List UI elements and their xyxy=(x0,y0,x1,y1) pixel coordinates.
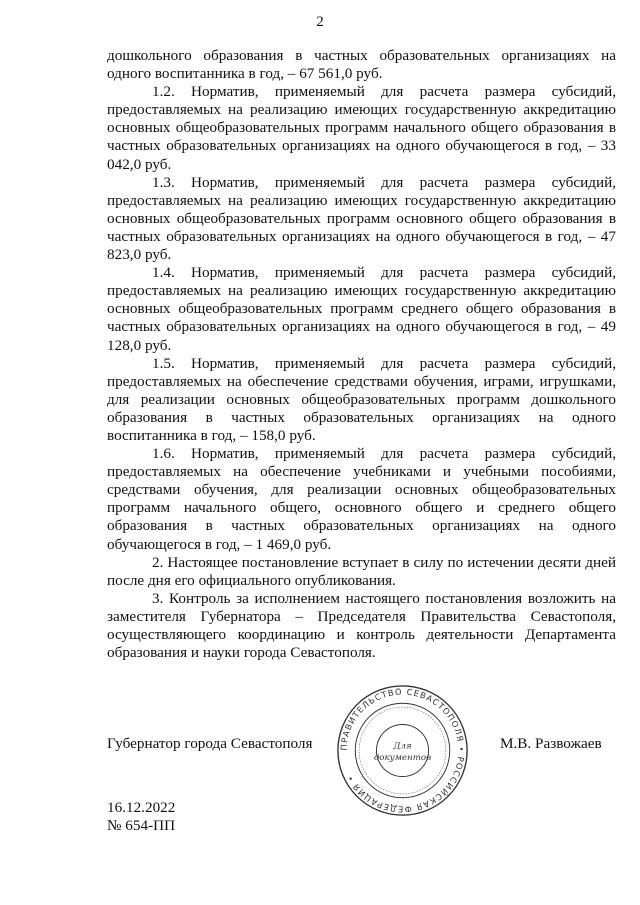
official-stamp xyxy=(335,683,470,818)
paragraph-1-5: 1.5. Норматив, применяемый для расчета размера субсидий, предоставляемых на обеспечение средствами обучения, играми, игрушками, для реализации основных общеобразовательных программ дошкольного образования в частных образовательных организациях на одного воспитанника в год, – 158,0 руб. xyxy=(107,354,616,444)
document-body xyxy=(107,47,616,662)
paragraph-1-4: 1.4. Норматив, применяемый для расчета размера субсидий, предоставляемых на реализацию имеющих государственную аккредитацию основных общеобразовательных программ среднего общего образования в частных образовательных организациях на одного обучающегося в год, – 49 128,0 руб. xyxy=(107,264,616,354)
stamp-center-line1: Для xyxy=(393,741,412,752)
page-number: 2 xyxy=(316,14,324,30)
paragraph-3: 3. Контроль за исполнением настоящего постановления возложить на заместителя Губернатора – Председателя Правительства Севастополя, осуществляющего координацию и контроль деятельности Департамента образования и науки города Севастополя. xyxy=(107,589,616,662)
document-date-block xyxy=(107,799,175,835)
document-number: № 654-ПП xyxy=(107,817,176,834)
paragraph-1-2: 1.2. Норматив, применяемый для расчета размера субсидий, предоставляемых на реализацию имеющих государственную аккредитацию основных общеобразовательных программ начального общего образования в частных образовательных организациях на одного обучающегося в год, – 33 042,0 руб. xyxy=(107,83,616,173)
signature-position: Губернатор города Севастополя xyxy=(107,735,313,752)
paragraph-2: 2. Настоящее постановление вступает в силу по истечении десяти дней после дня его официального опубликования. xyxy=(107,553,616,589)
document-date: 16.12.2022 xyxy=(107,799,176,816)
paragraph-1-6: 1.6. Норматив, применяемый для расчета размера субсидий, предоставляемых на обеспечение учебниками и учебными пособиями, средствами обучения, для реализации основных общеобразовательных программ начального общего, основного общего и среднего общего образования в частных образовательных организациях на одного обучающегося в год, – 1 469,0 руб. xyxy=(107,445,616,553)
paragraph-1-3: 1.3. Норматив, применяемый для расчета размера субсидий, предоставляемых на реализацию имеющих государственную аккредитацию основных общеобразовательных программ основного общего образования в частных образовательных организациях на одного обучающегося в год, – 47 823,0 руб. xyxy=(107,173,616,264)
stamp-outer-text: ПРАВИТЕЛЬСТВО СЕВАСТОПОЛЯ • РОССИЙСКАЯ ФЕДЕРАЦИЯ • xyxy=(338,686,467,815)
signature-name: М.В. Развожаев xyxy=(500,735,602,752)
paragraph-continuation: дошкольного образования в частных образовательных организациях на одного воспитанника в год, – 67 561,0 руб. xyxy=(107,47,616,83)
stamp-center-line2: документов xyxy=(373,753,432,764)
